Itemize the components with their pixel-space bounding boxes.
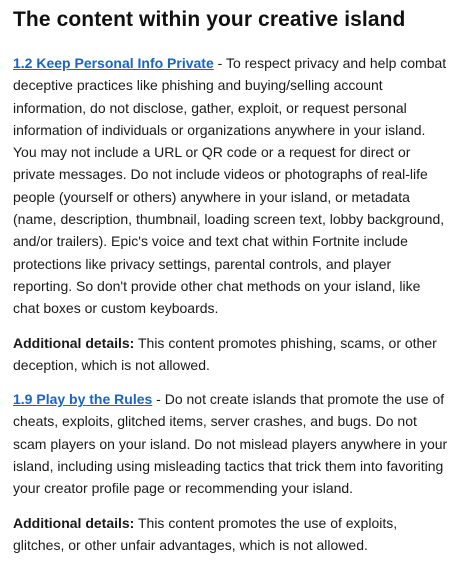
rule-description: - To respect privacy and help combat deceptive practices like phishing and buying/selling account information, do not disclose, gather, exploit, or request personal information of individuals or organizations anywhere in your island. You may not include a URL or QR code or a request for direct or private messages. Do not include videos or photographs of real-life people (yourself or others) anywhere in your island, or metadata (name, description, thumbnail, loading screen text, lobby background, and/or trailers). Epic's voice and text chat within Fortnite include protections like privacy settings, parental controls, and player reporting. So don't provide other chat methods on your island, like chat boxes or custom keyboards. — [13, 55, 447, 317]
section-play-by-the-rules — [13, 388, 450, 499]
additional-details-label: Additional details: — [13, 514, 135, 531]
additional-details-play-by-rules — [13, 512, 450, 557]
additional-details-personal-info — [13, 332, 450, 377]
additional-details-text: This content promotes the use of exploits, glitches, or other unfair advantages, which is not allowed. — [13, 514, 398, 553]
page-title: The content within your creative island — [13, 8, 406, 31]
additional-details-label: Additional details: — [13, 334, 135, 351]
rule-description: - Do not create islands that promote the use of cheats, exploits, glitched items, server crashes, and bugs. Do not scam players on your island. Do not mislead players anywhere in your island, including using misleading tactics that trick them into favoriting your creator profile page or recommending your island. — [13, 391, 448, 497]
rule-link-keep-personal-info-private[interactable]: 1.2 Keep Personal Info Private — [13, 55, 214, 71]
additional-details-text: This content promotes phishing, scams, or other deception, which is not allowed. — [13, 334, 437, 373]
section-keep-personal-info-private — [13, 52, 450, 320]
rule-link-play-by-the-rules[interactable]: 1.9 Play by the Rules — [13, 391, 153, 408]
